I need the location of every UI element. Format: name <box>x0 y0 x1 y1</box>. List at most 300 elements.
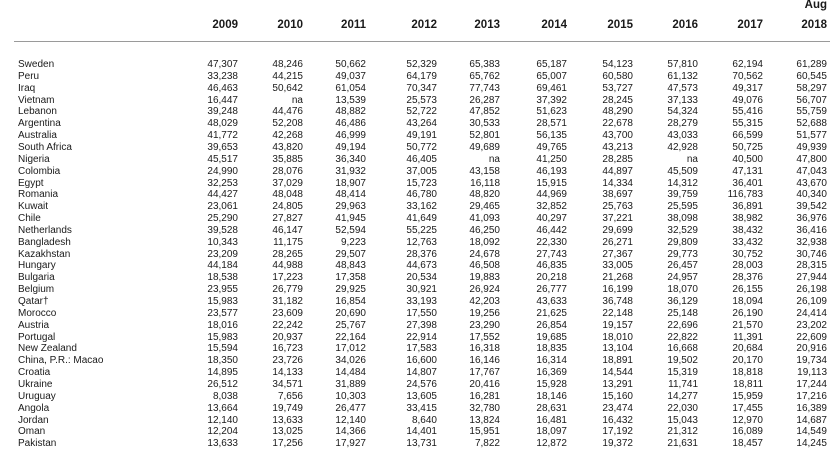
table-cell: 26,155 <box>732 284 763 296</box>
table-cell: 45,517 <box>207 153 238 165</box>
table-cell: 43,670 <box>796 177 827 189</box>
table-cell: 21,631 <box>667 438 698 450</box>
table-row <box>0 273 833 284</box>
table-cell: 26,287 <box>469 94 500 106</box>
table-cell: 47,800 <box>796 153 827 165</box>
table-cell: 15,951 <box>469 426 500 438</box>
table-row <box>0 226 833 237</box>
country-name: Morocco <box>18 307 57 319</box>
table-cell: 15,160 <box>602 390 633 402</box>
table-cell: 44,673 <box>406 260 437 272</box>
table-cell: 55,225 <box>406 224 437 236</box>
table-cell: 43,700 <box>602 130 633 142</box>
table-cell: 46,193 <box>536 165 567 177</box>
table-cell: 22,164 <box>335 331 366 343</box>
country-name: Bulgaria <box>18 272 55 284</box>
table-cell: 43,633 <box>536 296 567 307</box>
table-row <box>0 179 833 190</box>
table-cell: 14,484 <box>335 367 366 379</box>
table-row <box>0 60 833 71</box>
table-cell: 45,509 <box>667 165 698 177</box>
country-name: Uruguay <box>18 390 56 402</box>
table-cell: 18,146 <box>536 390 567 402</box>
table-cell: 25,763 <box>602 201 633 213</box>
table-cell: 23,061 <box>207 201 238 213</box>
table-cell: 26,854 <box>536 319 567 331</box>
table-cell: 49,689 <box>469 141 500 153</box>
table-cell: 38,098 <box>667 213 698 225</box>
table-cell: 19,372 <box>602 438 633 450</box>
table-cell: 22,148 <box>602 307 633 319</box>
table-cell: 77,743 <box>469 82 500 94</box>
table-cell: 9,223 <box>340 236 366 248</box>
table-cell: 36,401 <box>732 177 763 189</box>
table-cell: 47,852 <box>469 106 500 118</box>
table-cell: 33,162 <box>406 201 437 213</box>
table-cell: 16,118 <box>470 177 500 189</box>
table-cell: 19,113 <box>797 367 827 379</box>
table-cell: 18,538 <box>207 272 238 284</box>
table-cell: 28,265 <box>272 248 303 260</box>
table-cell: 43,820 <box>272 141 303 153</box>
table-cell: 14,312 <box>667 177 698 189</box>
table-cell: 14,366 <box>335 426 366 438</box>
table-row <box>0 214 833 225</box>
table-cell: 18,835 <box>536 343 567 355</box>
table-cell: 24,990 <box>207 165 238 177</box>
table-cell: 22,678 <box>602 118 633 130</box>
table-cell: 14,544 <box>602 367 633 379</box>
country-name: Croatia <box>18 367 51 379</box>
table-cell: 16,146 <box>469 355 500 367</box>
table-cell: 18,907 <box>335 177 366 189</box>
header-year: 2009 <box>212 19 238 31</box>
table-cell: 28,571 <box>536 118 567 130</box>
country-name: Belgium <box>18 284 55 296</box>
table-cell: 21,312 <box>667 426 698 438</box>
table-cell: 28,076 <box>272 165 303 177</box>
table-cell: 29,773 <box>667 248 698 260</box>
table-cell: 49,191 <box>406 130 437 142</box>
table-row <box>0 238 833 249</box>
table-cell: 47,307 <box>207 59 238 70</box>
table-cell: 13,633 <box>207 438 238 450</box>
table-cell: 56,707 <box>796 94 827 106</box>
header-year: 2015 <box>607 19 633 31</box>
table-cell: 12,970 <box>732 414 763 426</box>
table-cell: 23,955 <box>207 284 238 296</box>
header-year: 2012 <box>411 19 437 31</box>
table-cell: 14,245 <box>796 438 827 450</box>
table-cell: 22,030 <box>667 402 698 414</box>
table-cell: 23,202 <box>796 319 827 331</box>
table-cell: 52,801 <box>469 130 500 142</box>
table-cell: 26,924 <box>469 284 500 296</box>
table-cell: 49,037 <box>335 70 366 82</box>
table-cell: 33,432 <box>732 236 763 248</box>
country-name: Oman <box>18 426 46 438</box>
table-cell: 16,389 <box>796 402 827 414</box>
table-row <box>0 143 833 154</box>
table-cell: 30,746 <box>796 248 827 260</box>
table-row <box>0 356 833 367</box>
table-cell: 12,204 <box>207 426 238 438</box>
table-cell: 16,432 <box>602 414 633 426</box>
table-cell: 48,414 <box>335 189 366 201</box>
table-row <box>0 297 833 308</box>
table-cell: 61,132 <box>667 70 698 82</box>
table-cell: 26,512 <box>207 378 238 390</box>
country-name: Portugal <box>18 331 56 343</box>
table-cell: 27,743 <box>536 248 567 260</box>
table-cell: 21,625 <box>536 307 567 319</box>
table-cell: 22,696 <box>667 319 698 331</box>
table-cell: 17,455 <box>732 402 763 414</box>
table-cell: 41,772 <box>207 130 238 142</box>
table-cell: 27,944 <box>796 272 827 284</box>
country-name: Argentina <box>18 118 61 130</box>
table-cell: 16,723 <box>272 343 303 355</box>
table-cell: 16,314 <box>536 355 567 367</box>
table-cell: 50,772 <box>406 141 437 153</box>
table-cell: 52,688 <box>796 118 827 130</box>
table-cell: 49,765 <box>536 141 567 153</box>
table-cell: 25,290 <box>207 213 238 225</box>
country-name: China, P.R.: Macao <box>18 355 104 367</box>
table-cell: 22,609 <box>796 331 827 343</box>
table-cell: 20,916 <box>796 343 827 355</box>
table-cell: 41,649 <box>406 213 437 225</box>
table-cell: 7,656 <box>277 390 303 402</box>
table-cell: 50,642 <box>272 82 303 94</box>
table-cell: 25,767 <box>335 319 366 331</box>
table-cell: 37,221 <box>602 213 633 225</box>
table-row <box>0 321 833 332</box>
table-cell: 116,783 <box>727 189 763 201</box>
table-cell: 20,684 <box>732 343 763 355</box>
table-cell: 14,277 <box>667 390 698 402</box>
table-cell: 29,465 <box>469 201 500 213</box>
table-cell: 13,025 <box>272 426 303 438</box>
table-cell: 24,414 <box>796 307 827 319</box>
table-cell: 49,076 <box>732 94 763 106</box>
table-cell: 43,158 <box>469 165 500 177</box>
table-cell: 23,609 <box>272 307 303 319</box>
table-cell: 40,297 <box>536 213 567 225</box>
country-name: Qatar† <box>18 296 49 307</box>
table-row <box>0 96 833 107</box>
country-name: South Africa <box>18 141 72 153</box>
table-cell: 25,595 <box>667 201 698 213</box>
table-cell: 31,932 <box>335 165 366 177</box>
table-cell: 17,583 <box>406 343 437 355</box>
table-cell: 26,457 <box>667 260 698 272</box>
table-cell: 15,915 <box>536 177 567 189</box>
table-cell: 62,194 <box>732 59 763 70</box>
table-cell: 16,668 <box>667 343 698 355</box>
table-row <box>0 190 833 201</box>
table-row <box>0 439 833 450</box>
country-name: Nigeria <box>18 153 50 165</box>
table-cell: 16,281 <box>469 390 500 402</box>
table-cell: 16,600 <box>406 355 437 367</box>
table-cell: 22,914 <box>406 331 437 343</box>
table-cell: 37,005 <box>406 165 437 177</box>
table-cell: 48,290 <box>602 106 633 118</box>
table-cell: 25,573 <box>406 94 437 106</box>
table-cell: 47,573 <box>667 82 698 94</box>
table-row <box>0 427 833 438</box>
table-cell: 51,623 <box>536 106 567 118</box>
table-cell: 32,529 <box>667 224 698 236</box>
table-cell: 20,170 <box>732 355 763 367</box>
table-cell: 14,807 <box>406 367 437 379</box>
table-cell: 7,822 <box>474 438 500 450</box>
table-cell: 35,885 <box>272 153 303 165</box>
table-cell: 39,653 <box>207 141 238 153</box>
table-cell: 29,507 <box>335 248 366 260</box>
table-cell: 8,640 <box>411 414 437 426</box>
table-cell: 19,256 <box>469 307 500 319</box>
table-cell: 23,290 <box>469 319 500 331</box>
table-cell: 21,570 <box>732 319 763 331</box>
country-name: Peru <box>18 70 40 82</box>
table-cell: 14,895 <box>207 367 238 379</box>
table-cell: 39,542 <box>796 201 827 213</box>
table-cell: 44,897 <box>602 165 633 177</box>
table-cell: 26,198 <box>796 284 827 296</box>
table-row <box>0 119 833 130</box>
table-cell: 16,481 <box>536 414 567 426</box>
table-cell: 65,187 <box>536 59 567 70</box>
table-cell: 11,175 <box>273 236 303 248</box>
table-cell: 51,577 <box>796 130 827 142</box>
table-cell: 28,376 <box>732 272 763 284</box>
table-cell: 50,725 <box>732 141 763 153</box>
table-cell: 19,883 <box>469 272 500 284</box>
table-cell: 44,184 <box>207 260 238 272</box>
header-aug-label: Aug <box>804 0 827 11</box>
table-cell: 28,631 <box>536 402 567 414</box>
table-cell: 55,416 <box>732 106 763 118</box>
table-cell: 57,810 <box>667 59 698 70</box>
table-cell: 37,392 <box>536 94 567 106</box>
table-cell: 21,268 <box>602 272 633 284</box>
table-cell: 13,731 <box>406 438 437 450</box>
table-cell: na <box>686 153 698 165</box>
table-cell: 14,549 <box>796 426 827 438</box>
table-row <box>0 285 833 296</box>
table-cell: 36,416 <box>796 224 827 236</box>
table-cell: 46,463 <box>207 82 238 94</box>
table-cell: 29,809 <box>667 236 698 248</box>
table-cell: 23,474 <box>602 402 633 414</box>
table-cell: 28,315 <box>796 260 827 272</box>
table-cell: 30,921 <box>406 284 437 296</box>
country-name: Bangladesh <box>18 236 71 248</box>
header-year: 2011 <box>341 19 366 31</box>
table-cell: 8,038 <box>212 390 238 402</box>
table-cell: 36,976 <box>796 213 827 225</box>
table-cell: 18,811 <box>733 378 763 390</box>
table-cell: 11,741 <box>668 378 698 390</box>
table-row <box>0 131 833 142</box>
table-cell: 50,662 <box>335 59 366 70</box>
table-cell: 24,805 <box>272 201 303 213</box>
table-cell: 24,957 <box>667 272 698 284</box>
table-cell: 24,576 <box>406 378 437 390</box>
table-cell: 52,594 <box>335 224 366 236</box>
country-name: Kuwait <box>18 201 49 213</box>
table-cell: 19,734 <box>796 355 827 367</box>
table-cell: 37,133 <box>667 94 698 106</box>
table-cell: 17,927 <box>335 438 366 450</box>
table-cell: 19,685 <box>536 331 567 343</box>
table-cell: 18,097 <box>536 426 567 438</box>
table-cell: 55,315 <box>732 118 763 130</box>
table-row <box>0 380 833 391</box>
table-cell: 38,697 <box>602 189 633 201</box>
country-name: Austria <box>18 319 50 331</box>
table-cell: 66,599 <box>732 130 763 142</box>
table-cell: 15,928 <box>536 378 567 390</box>
header-rule <box>14 41 830 42</box>
table-cell: 18,092 <box>469 236 500 248</box>
table-cell: 14,334 <box>602 177 633 189</box>
table-cell: 14,687 <box>796 414 827 426</box>
table-row <box>0 202 833 213</box>
country-name: Jordan <box>18 414 49 426</box>
country-name: Australia <box>18 130 57 142</box>
table-cell: 44,969 <box>536 189 567 201</box>
table-cell: 25,148 <box>667 307 698 319</box>
table-cell: 17,552 <box>469 331 500 343</box>
table-cell: 49,194 <box>335 141 366 153</box>
table-cell: 17,244 <box>796 378 827 390</box>
table-cell: 41,250 <box>536 153 567 165</box>
table-cell: 32,852 <box>536 201 567 213</box>
table-cell: 20,218 <box>536 272 567 284</box>
table-cell: 37,029 <box>272 177 303 189</box>
table-cell: 18,070 <box>667 284 698 296</box>
table-cell: 17,012 <box>335 343 366 355</box>
header-year: 2013 <box>474 19 500 31</box>
table-cell: 23,577 <box>207 307 238 319</box>
table-cell: 28,285 <box>602 153 633 165</box>
table-cell: 23,209 <box>207 248 238 260</box>
table-cell: 30,752 <box>732 248 763 260</box>
table-cell: 24,678 <box>469 248 500 260</box>
table-cell: 58,297 <box>796 82 827 94</box>
table-cell: 46,250 <box>469 224 500 236</box>
table-cell: 29,699 <box>602 224 633 236</box>
country-name: Iraq <box>18 82 36 94</box>
table-cell: 16,199 <box>602 284 633 296</box>
table-row <box>0 72 833 83</box>
table-cell: 36,340 <box>335 153 366 165</box>
table-cell: 44,427 <box>207 189 238 201</box>
table-cell: 42,268 <box>272 130 303 142</box>
table-cell: 70,562 <box>732 70 763 82</box>
table-cell: 70,347 <box>406 82 437 94</box>
table-cell: 49,939 <box>796 141 827 153</box>
table-row <box>0 155 833 166</box>
table-cell: 17,223 <box>272 272 303 284</box>
table-row <box>0 84 833 95</box>
table-cell: 12,140 <box>207 414 238 426</box>
country-name: Sweden <box>18 59 55 70</box>
table-cell: 40,340 <box>796 189 827 201</box>
table-cell: 61,054 <box>335 82 366 94</box>
header-year: 2018 <box>801 19 827 31</box>
country-name: Colombia <box>18 165 61 177</box>
table-cell: 36,891 <box>732 201 763 213</box>
table-cell: 48,048 <box>272 189 303 201</box>
table-cell: 32,780 <box>469 402 500 414</box>
table-cell: 46,405 <box>406 153 437 165</box>
table-cell: 34,571 <box>272 378 303 390</box>
table-cell: 18,891 <box>602 355 633 367</box>
table-cell: 18,016 <box>207 319 238 331</box>
header-year: 2017 <box>737 19 763 31</box>
table-cell: 44,215 <box>272 70 303 82</box>
table-cell: 15,594 <box>207 343 238 355</box>
table-cell: 28,003 <box>732 260 763 272</box>
table-cell: 23,726 <box>272 355 303 367</box>
table-cell: 12,140 <box>335 414 366 426</box>
table-cell: 17,256 <box>272 438 303 450</box>
table-cell: 19,157 <box>602 319 633 331</box>
table-cell: 69,461 <box>536 82 567 94</box>
table-cell: 13,291 <box>602 378 633 390</box>
table-row <box>0 368 833 379</box>
table-cell: 65,762 <box>469 70 500 82</box>
table-cell: 36,129 <box>667 296 698 307</box>
table-cell: 46,835 <box>536 260 567 272</box>
table-cell: 18,818 <box>732 367 763 379</box>
table-row <box>0 250 833 261</box>
table-cell: 17,767 <box>469 367 500 379</box>
table-row <box>0 107 833 118</box>
table-cell: 46,508 <box>469 260 500 272</box>
country-name: Egypt <box>18 177 44 189</box>
table-cell: 20,416 <box>469 378 500 390</box>
table-cell: 43,213 <box>602 141 633 153</box>
table-cell: 26,477 <box>335 402 366 414</box>
table-cell: 28,376 <box>406 248 437 260</box>
table-cell: 17,550 <box>406 307 437 319</box>
table-cell: 27,398 <box>406 319 437 331</box>
table-cell: 43,033 <box>667 130 698 142</box>
table-cell: 41,945 <box>335 213 366 225</box>
table-cell: 28,279 <box>667 118 698 130</box>
table-row <box>0 261 833 272</box>
table-cell: 12,872 <box>536 438 567 450</box>
table-cell: 16,089 <box>732 426 763 438</box>
table-cell: 22,242 <box>272 319 303 331</box>
table-cell: 42,203 <box>469 296 500 307</box>
table-cell: 18,457 <box>732 438 763 450</box>
table-cell: 22,330 <box>536 236 567 248</box>
table-cell: 15,983 <box>207 296 238 307</box>
table-cell: 65,007 <box>536 70 567 82</box>
table-cell: 54,324 <box>667 106 698 118</box>
country-name: Lebanon <box>18 106 57 118</box>
table-cell: 30,533 <box>469 118 500 130</box>
table-cell: 14,401 <box>406 426 437 438</box>
table-cell: 32,253 <box>207 177 238 189</box>
table-cell: 15,723 <box>406 177 437 189</box>
